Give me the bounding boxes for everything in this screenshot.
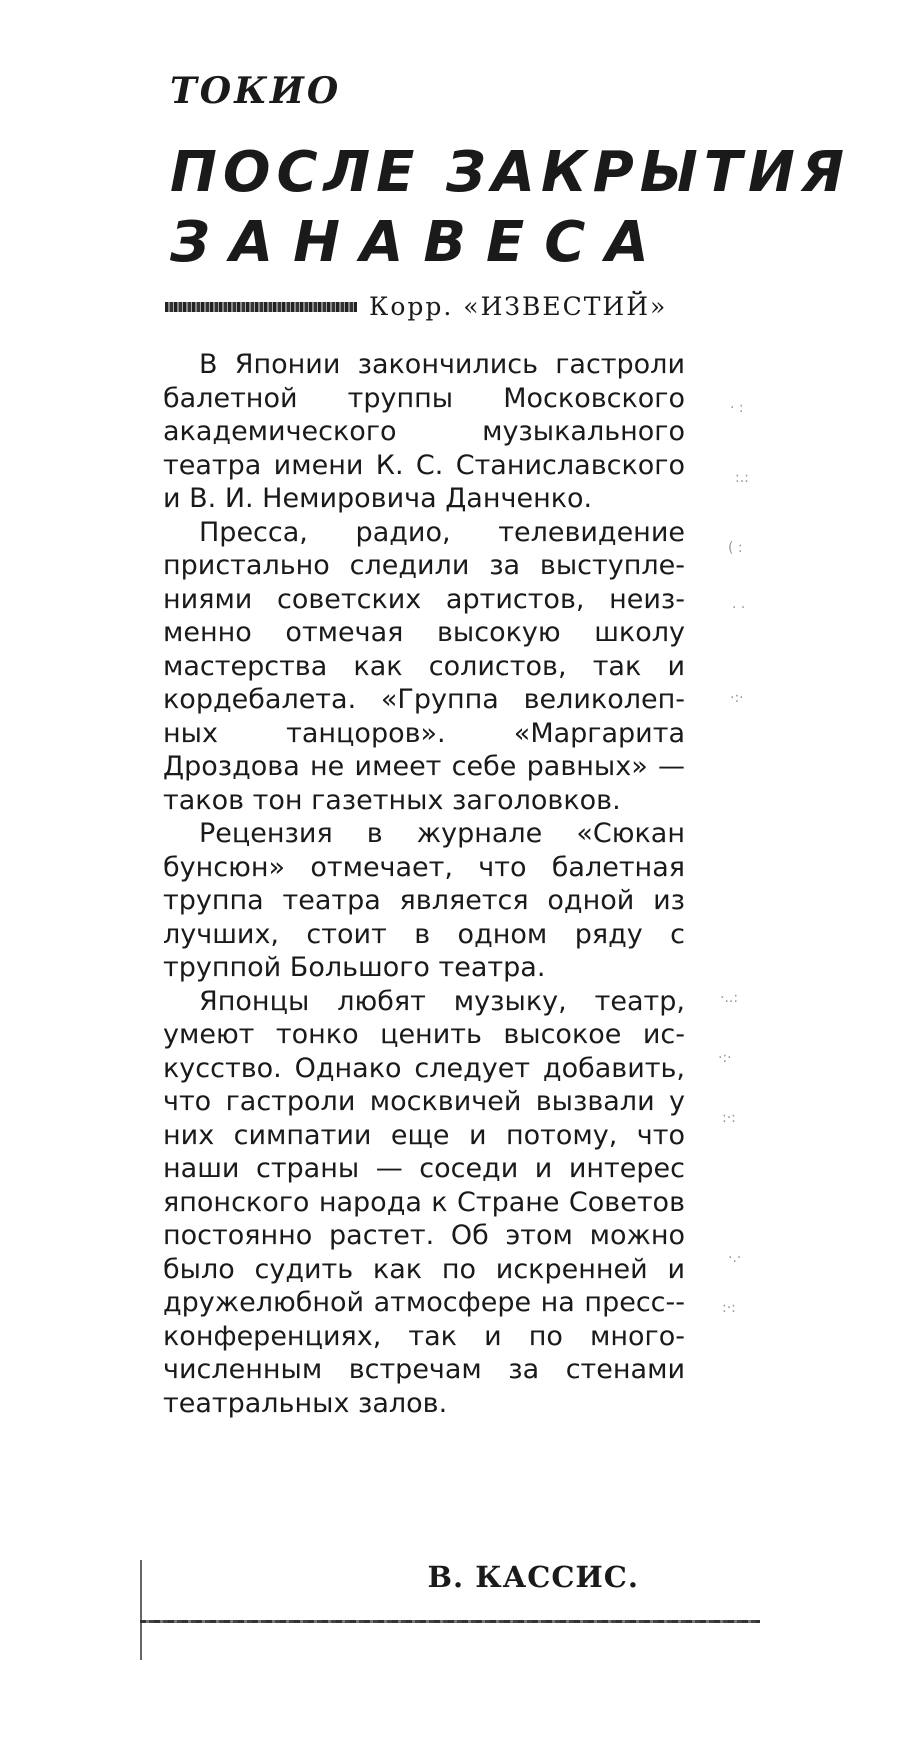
headline-line-1: ПОСЛЕ ЗАКРЫТИЯ xyxy=(170,140,850,205)
correspondent-credit: Корр. «ИЗВЕСТИЙ» xyxy=(369,292,668,321)
print-speck: :·: xyxy=(722,1110,736,1126)
print-speck: :.: xyxy=(735,470,749,486)
paragraph-4: Японцы любят музыку, театр, умеют тонко ценить высокое искусство. Однако следует добавить, что гастроли москвичей вызвали у них симпатии еще и потому, что наши страны — соседи и интерес японского народа к Стране Советов постоянно растет. Об этом можно было судить как по искренней и дружелюбной атмосфере на пресс-конференциях, так и по многочисленным встречам за стенами театральных залов. xyxy=(163,985,685,1419)
byline-row xyxy=(165,292,667,321)
print-speck: ·.· xyxy=(728,1250,742,1266)
paragraph-3: Рецензия в журнале «Сюкан бунсюн» отмечает, что балетная труппа театра является одной из лучших, стоит в одном ряду с труппой Большого театра. xyxy=(163,818,685,983)
headline xyxy=(170,138,850,278)
print-speck: ·:· xyxy=(718,1050,732,1066)
print-speck: :·: xyxy=(722,1300,736,1316)
clipping-edge-bottom xyxy=(140,1620,760,1623)
clipping-edge-left xyxy=(140,1560,142,1660)
print-speck: ( : xyxy=(728,540,743,556)
dateline: ТОКИО xyxy=(170,70,342,112)
paragraph-2: Пресса, радио, телевидение пристально следили за выступлениями советских артистов, неизменно отмечая высокую школу мастерства как солистов, так и кордебалета. «Группа великолепных танцоров». «Маргарита Дроздова не имеет себе равных» — таков тон газетных заголовков. xyxy=(163,516,685,816)
article-body xyxy=(163,348,685,1420)
print-speck: ·..: xyxy=(720,990,739,1006)
decorative-rule xyxy=(165,302,357,312)
headline-line-2: ЗАНАВЕСА xyxy=(170,210,669,275)
paragraph-1: В Японии закончились гастроли балетной труппы Московского академического музыкального театра имени К. С. Станиславского и В. И. Немировича Данченко. xyxy=(163,349,685,514)
print-speck: · : xyxy=(730,400,744,416)
print-speck: · · xyxy=(732,600,746,616)
print-speck: ·:· xyxy=(730,690,744,706)
author-signature: В. КАССИС. xyxy=(427,1560,639,1594)
